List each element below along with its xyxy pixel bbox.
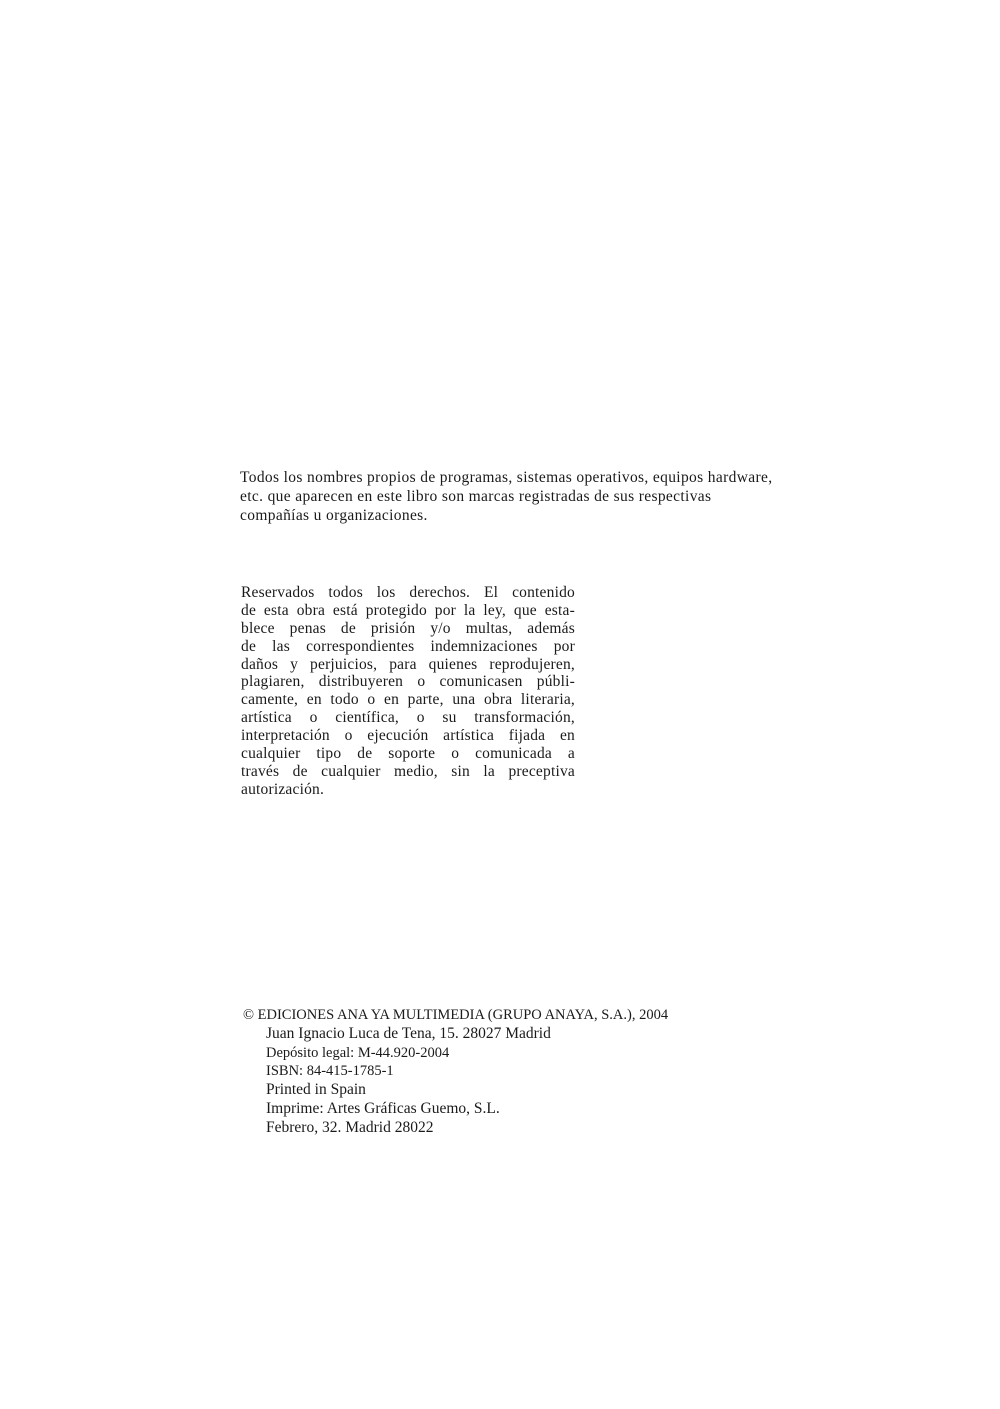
rights-line: plagiaren, distribuyeren o comunicasen públi- [241,673,575,691]
trademark-notice [240,468,840,525]
rights-line: través de cualquier medio, sin la preceptiva [241,762,575,780]
trademark-line: etc. que aparecen en este libro son marcas registradas de sus respectivas [240,488,712,505]
publisher-address: Juan Ignacio Luca de Tena, 15. 28027 Madrid [266,1024,551,1042]
trademark-line: Todos los nombres propios de programas, sistemas operativos, equipos hardware, [240,469,773,486]
rights-line: artística o científica, o su transformación, [241,709,575,727]
isbn: ISBN: 84-415-1785-1 [266,1063,394,1080]
rights-line: autorización. [241,780,325,798]
rights-line: Reservados todos los derechos. El contenido [241,584,575,601]
rights-line: de esta obra está protegido por la ley, que esta- [241,601,575,619]
rights-line: interpretación o ejecución artística fijada en [241,727,575,745]
legal-deposit: Depósito legal: M-44.920-2004 [266,1044,450,1061]
rights-line: daños y perjuicios, para quienes reprodujeren, [241,655,575,673]
rights-line: cualquier tipo de soporte o comunicada a [241,745,575,763]
trademark-line: compañías u organizaciones. [240,507,428,524]
copyright-line: © EDICIONES ANA YA MULTIMEDIA (GRUPO ANAYA, S.A.), 2004 [243,1007,669,1023]
printer: Imprime: Artes Gráficas Guemo, S.L. [266,1099,500,1117]
rights-line: de las correspondientes indemnizaciones por [241,637,575,655]
printer-address: Febrero, 32. Madrid 28022 [266,1118,434,1136]
rights-notice [241,584,575,799]
printed-in: Printed in Spain [266,1081,366,1099]
imprint [243,1006,763,1138]
rights-line: blece penas de prisión y/o multas, además [241,619,575,637]
rights-line: camente, en todo o en parte, una obra literaria, [241,691,575,709]
